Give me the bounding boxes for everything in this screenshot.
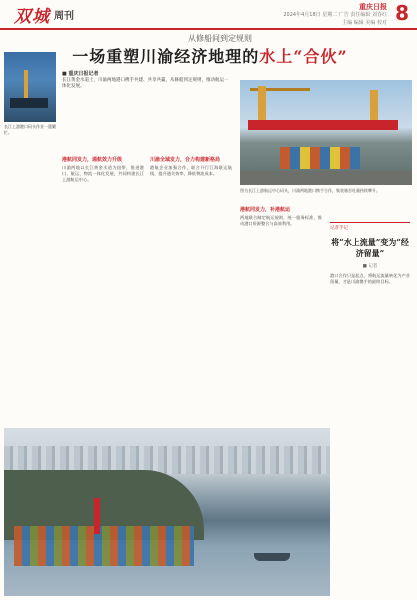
- sidebar-photo: [4, 52, 56, 122]
- main-photo-caption: 图为长江上游航运中心码头，川渝两地港口携手合作，集装箱吞吐量持续攀升。: [240, 188, 380, 193]
- section-subhead-2: 川渝全域发力，合力构建新格局: [150, 157, 221, 163]
- headline-prefix: 一场重塑川渝经济地理的: [72, 47, 260, 66]
- container-stack: [280, 147, 360, 169]
- newspaper-logo: 重庆日报: [359, 3, 387, 11]
- commentary-box: [330, 222, 410, 285]
- column-2-body: 港航企业加强合作，联合开行江海联运航线，提升通关效率，降低物流成本。: [150, 165, 232, 176]
- masthead-info-line-2: 主编 编辑 美编 校对: [342, 20, 387, 26]
- article-column-3: [240, 204, 322, 227]
- article-column-1: [62, 154, 144, 183]
- brand-title: 双城: [14, 7, 50, 27]
- column-1-body: 川渝两地以长江黄金水道为纽带，推进港口、航运、物流一体化发展，共同构建长江上游航运中心。: [62, 165, 144, 182]
- section-subhead-1: 港航同发力，通航效力升级: [62, 157, 123, 163]
- port-containers: [14, 526, 194, 566]
- photo-banner: [248, 120, 398, 130]
- headline-highlight: 水上“合伙”: [259, 47, 348, 66]
- port-crane: [94, 498, 100, 534]
- crane-right: [370, 90, 378, 122]
- article-kicker: 从修船间到定规则: [188, 34, 252, 43]
- article-headline: [30, 44, 390, 67]
- commentary-label: 记者手记: [330, 226, 348, 231]
- cargo-boat: [254, 553, 290, 561]
- page-number: 8: [395, 1, 409, 25]
- section-subhead-3: 港航同发力，补港航运: [240, 207, 291, 213]
- ship-shape: [10, 98, 48, 108]
- main-port-photo: [240, 80, 412, 185]
- brand-subtitle: 周刊: [54, 11, 74, 22]
- masthead: [0, 0, 417, 30]
- crane-left: [258, 86, 266, 122]
- commentary-body: 港口合作只是起点，将航运流量转化为产业留量，才是川渝携手的最终目标。: [330, 273, 410, 284]
- river-port-photo: [4, 428, 330, 596]
- article-lede: 长江黄金水道上，川渝两地港口携手共建、共享共赢，从修船到定规则，推动航运一体化发展。: [62, 78, 229, 89]
- masthead-info: [283, 3, 387, 27]
- article-column-2: [150, 154, 232, 177]
- masthead-info-line-1: 2024年4月18日 星期二 广告 责任编辑 刘春红: [283, 12, 387, 18]
- column-3-body: 两地联合制定航运规则，统一服务标准，推动港口资源整合与高效利用。: [240, 215, 322, 226]
- crane-shape: [24, 70, 28, 98]
- quay: [240, 171, 412, 185]
- commentary-byline: ■ 记者: [362, 264, 378, 269]
- sidebar-caption: 长江上游港口码头作业一派繁忙。: [4, 124, 56, 135]
- article-byline: ■ 重庆日报记者: [62, 71, 99, 77]
- commentary-title: 将“水上流量”变为“经济留量”: [331, 237, 409, 258]
